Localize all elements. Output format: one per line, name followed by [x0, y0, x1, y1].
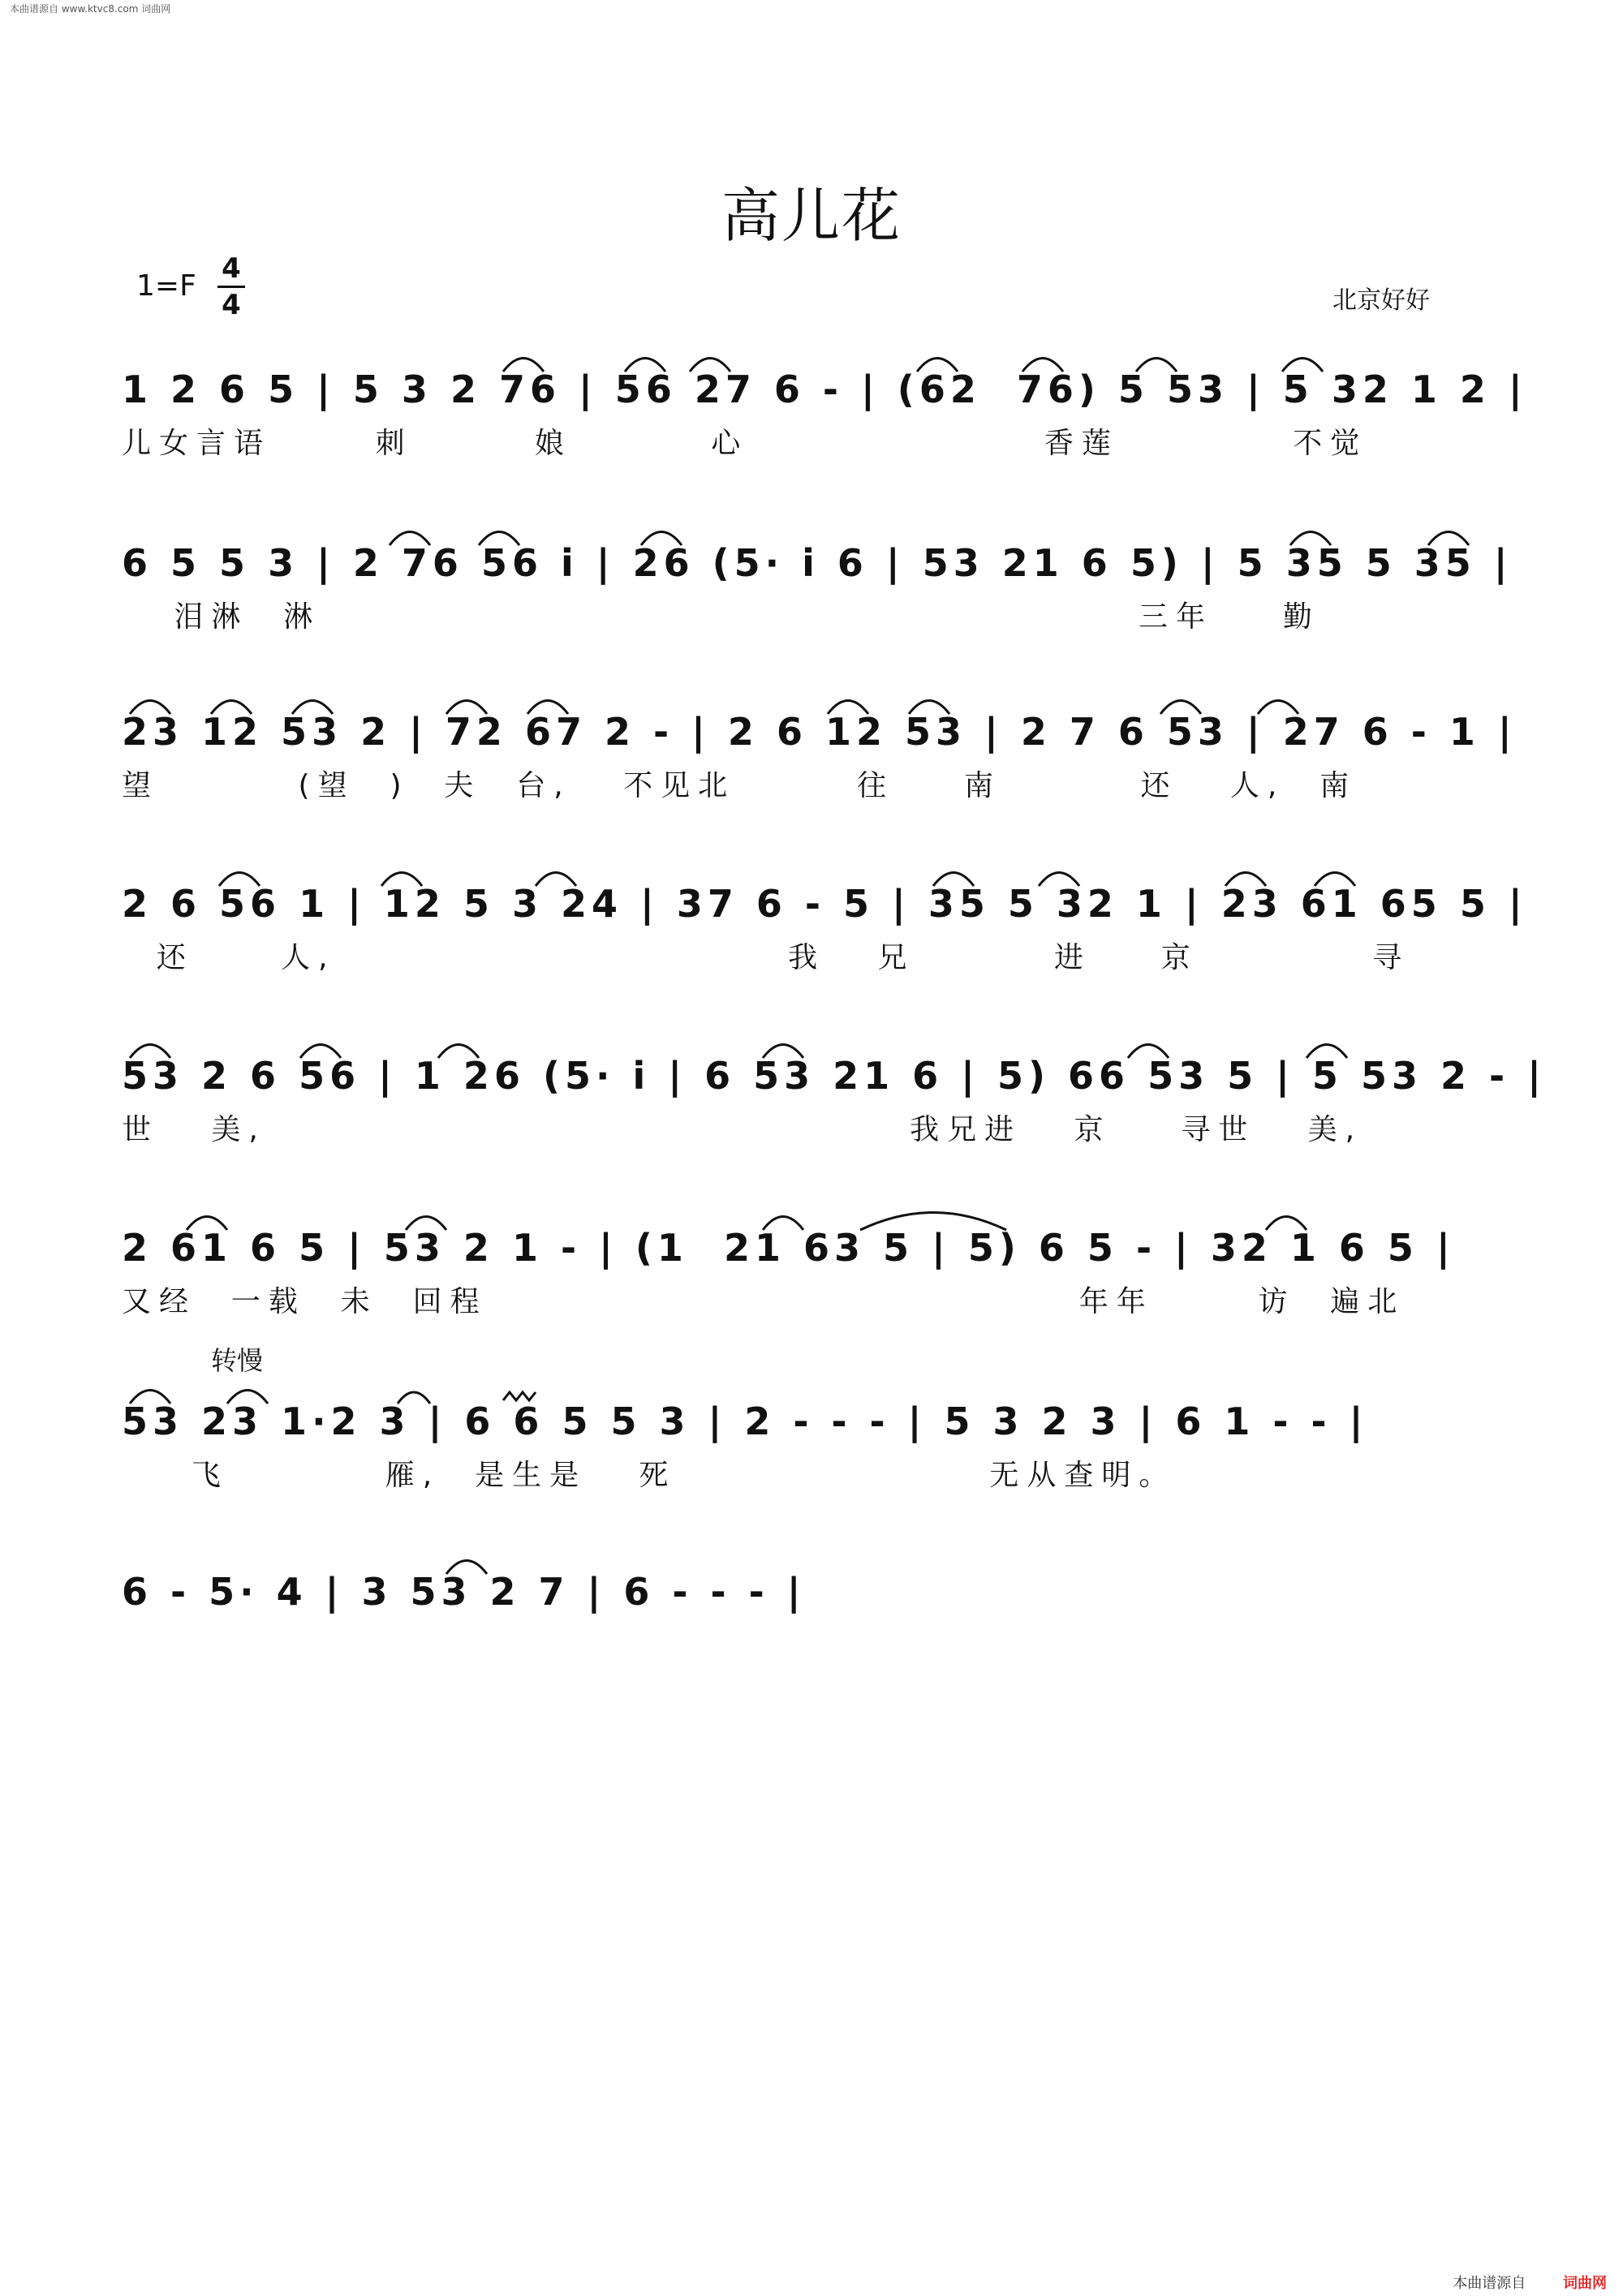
composer-credit: 北京好好: [1332, 286, 1430, 315]
footer-source-text: 本曲谱源自: [1453, 2275, 1526, 2292]
meter-divider: [217, 286, 245, 288]
score-line-7: [122, 1397, 1518, 1503]
lyrics: 飞 雁, 是生是 死 无从查明。: [122, 1459, 1177, 1492]
score-line-3: [122, 707, 1518, 813]
footer-watermark: [1453, 2272, 1607, 2293]
key-signature: 1=F: [136, 269, 196, 303]
score-line-1: [122, 365, 1527, 471]
score-line-4: [122, 879, 1527, 985]
notation: 6 - 5· 4 | 3 53 2 7 | 6 - - - |: [122, 1570, 806, 1614]
lyrics: 又经 一载 未 回程 年年 访 遍北: [122, 1285, 1406, 1318]
song-title: 高儿花: [721, 182, 902, 250]
lyrics: 还 人, 我 兄 进 京 寻: [122, 941, 1410, 974]
lyrics: [122, 1626, 1518, 1666]
notation: 6 5 5 3 | 2 76 56 i | 26 (5· i 6 | 53 21 6 5) | 5 35 5 35 |: [122, 541, 1513, 585]
tempo-marking: 转慢: [211, 1345, 264, 1376]
score-line-6: [122, 1223, 1518, 1329]
lyrics: 世 美, 我兄进 京 寻世 美,: [122, 1113, 1363, 1146]
score-line-8: [122, 1567, 1518, 1673]
lyrics: 儿女言语 刺 娘 心 香莲 不觉: [122, 427, 1368, 460]
notation: 1 2 6 5 | 5 3 2 76 | 56 27 6 - | (62 76) 5 53 | 5 32 1 2 |: [122, 368, 1527, 411]
notation: 2 6 56 1 | 12 5 3 24 | 37 6 - 5 | 35 5 32 1 | 23 61 65 5 |: [122, 882, 1527, 926]
meter-bottom: 4: [222, 289, 241, 321]
time-signature: [217, 253, 245, 320]
site-logo: 词曲网: [1563, 2275, 1607, 2292]
notation: 2 61 6 5 | 53 2 1 - | (1 21 63 5 | 5) 6 5 - | 32 1 6 5 |: [122, 1226, 1455, 1270]
notation: 53 2 6 56 | 1 26 (5· i | 6 53 21 6 | 5) 66 53 5 | 5 53 2 - |: [122, 1054, 1546, 1098]
meter-top: 4: [222, 252, 241, 285]
score-line-2: [122, 539, 1518, 644]
lyrics: 泪淋 淋 三年 勤: [122, 600, 1320, 634]
score-line-5: [122, 1051, 1546, 1157]
notation: 53 23 1·2 3 | 6 6 5 5 3 | 2 - - - | 5 3 2 3 | 6 1 - - |: [122, 1400, 1368, 1443]
lyrics: 望 (望 ) 夫 台, 不见北 往 南 还 人, 南: [122, 769, 1358, 802]
notation: 23 12 53 2 | 72 67 2 - | 2 6 12 53 | 2 7 6 53 | 27 6 - 1 |: [122, 710, 1517, 754]
source-watermark: 本曲谱源自 www.ktvc8.com 词曲网: [10, 3, 171, 15]
